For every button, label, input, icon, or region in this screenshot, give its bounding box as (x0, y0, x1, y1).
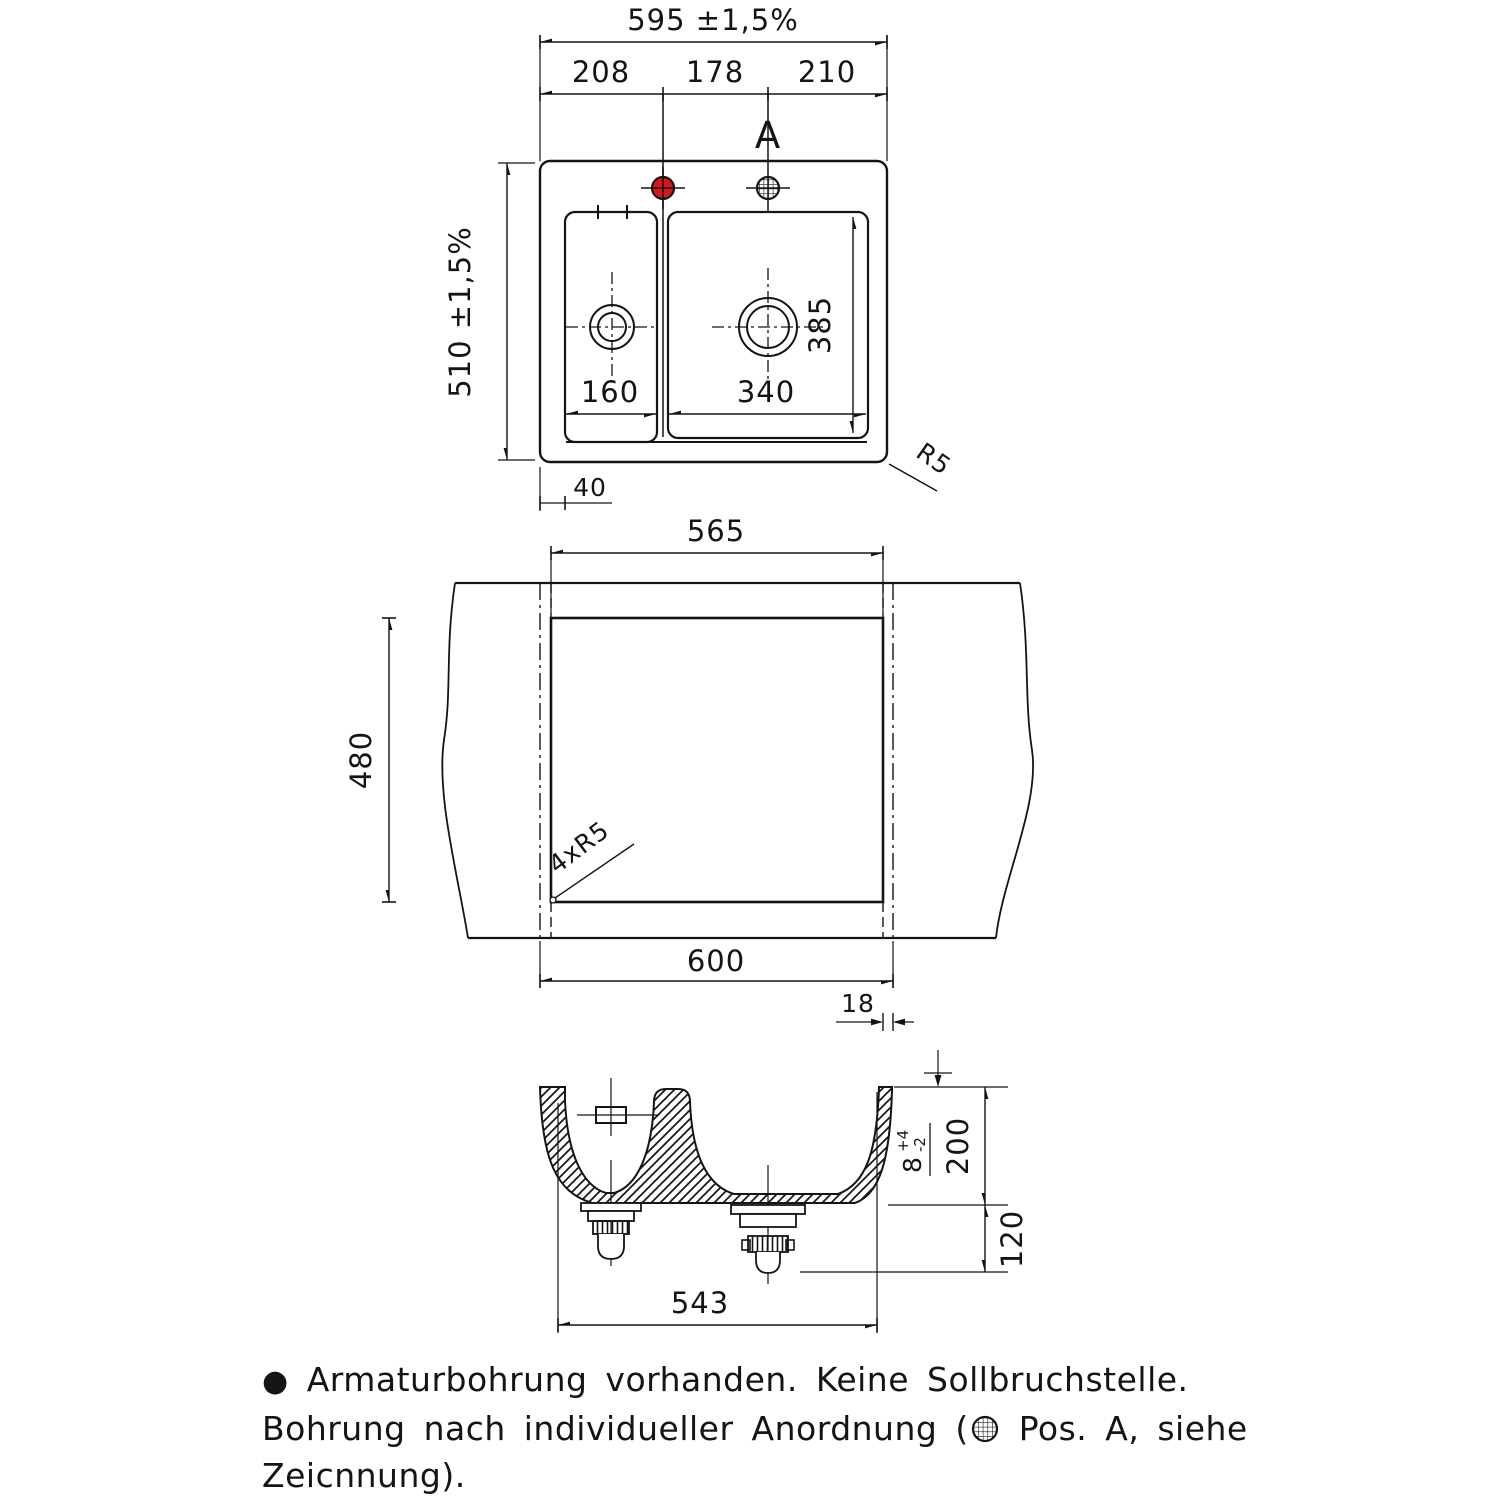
drawing-note (262, 1356, 1442, 1499)
section-view (540, 1050, 1029, 1333)
left-drain-body (588, 1211, 634, 1221)
right-drain-body (740, 1214, 796, 1227)
left-drain-cup (598, 1234, 624, 1259)
top-view (443, 3, 957, 511)
dim-label-edge-offset: 40 (573, 473, 607, 502)
sink-section-body (540, 1087, 892, 1203)
dim-label-segment-right: 210 (797, 55, 857, 89)
note-line-2: Bohrung nach individueller Anordnung ( Pos. A, siehe (262, 1409, 1248, 1448)
dim-label-bowl-depth: 200 (941, 1116, 975, 1176)
arrowhead (871, 1019, 883, 1026)
left-drain-flange (581, 1203, 641, 1211)
dim-label-left-bowl-width: 160 (580, 375, 640, 409)
note-line-3: Zeicnnung). (262, 1456, 466, 1495)
dim-label-cutout-width: 565 (686, 514, 746, 548)
break-line-right (996, 583, 1033, 938)
dim-label-rim-height: 8 (898, 1156, 927, 1173)
dim-label-overall-height: 510 ±1,5% (443, 226, 477, 398)
left-drain-nut (593, 1221, 629, 1234)
right-drain-cup (756, 1252, 780, 1273)
break-line-left (442, 583, 468, 938)
dim-label-segment-mid: 178 (685, 55, 745, 89)
dim-label-drain-height: 120 (995, 1209, 1029, 1269)
hatched-circle-icon (969, 1413, 1001, 1445)
dim-label-right-bowl-width: 340 (736, 375, 796, 409)
dim-label-corner-radius: R5 (911, 437, 957, 482)
dim-label-right-bowl-length: 385 (803, 295, 837, 355)
cutout-view (344, 514, 1033, 1031)
dim-label-cabinet-width: 600 (686, 944, 746, 978)
dim-label-bottom-width: 543 (670, 1286, 730, 1320)
note-line-1: ● Armaturbohrung vorhanden. Keine Sollbruchstelle. (262, 1360, 1189, 1399)
dim-label-rim-tol-minus: -2 (911, 1137, 929, 1152)
right-drain-nut (748, 1236, 788, 1252)
position-a-label: A (754, 114, 782, 157)
dim-label-cutout-radius: 4xR5 (543, 815, 615, 880)
right-drain-flange (731, 1205, 805, 1214)
dim-label-overall-width: 595 ±1,5% (627, 3, 799, 37)
dim-label-edge-gap: 18 (841, 989, 875, 1018)
arrowhead (935, 1075, 942, 1087)
filled-dot-icon: ● (262, 1364, 289, 1399)
dim-label-cutout-height: 480 (344, 730, 378, 790)
cutout-rectangle (551, 618, 883, 902)
dim-label-rim-tol-plus: +4 (894, 1129, 912, 1152)
arrowhead (893, 1019, 905, 1026)
dim-label-segment-left: 208 (571, 55, 631, 89)
